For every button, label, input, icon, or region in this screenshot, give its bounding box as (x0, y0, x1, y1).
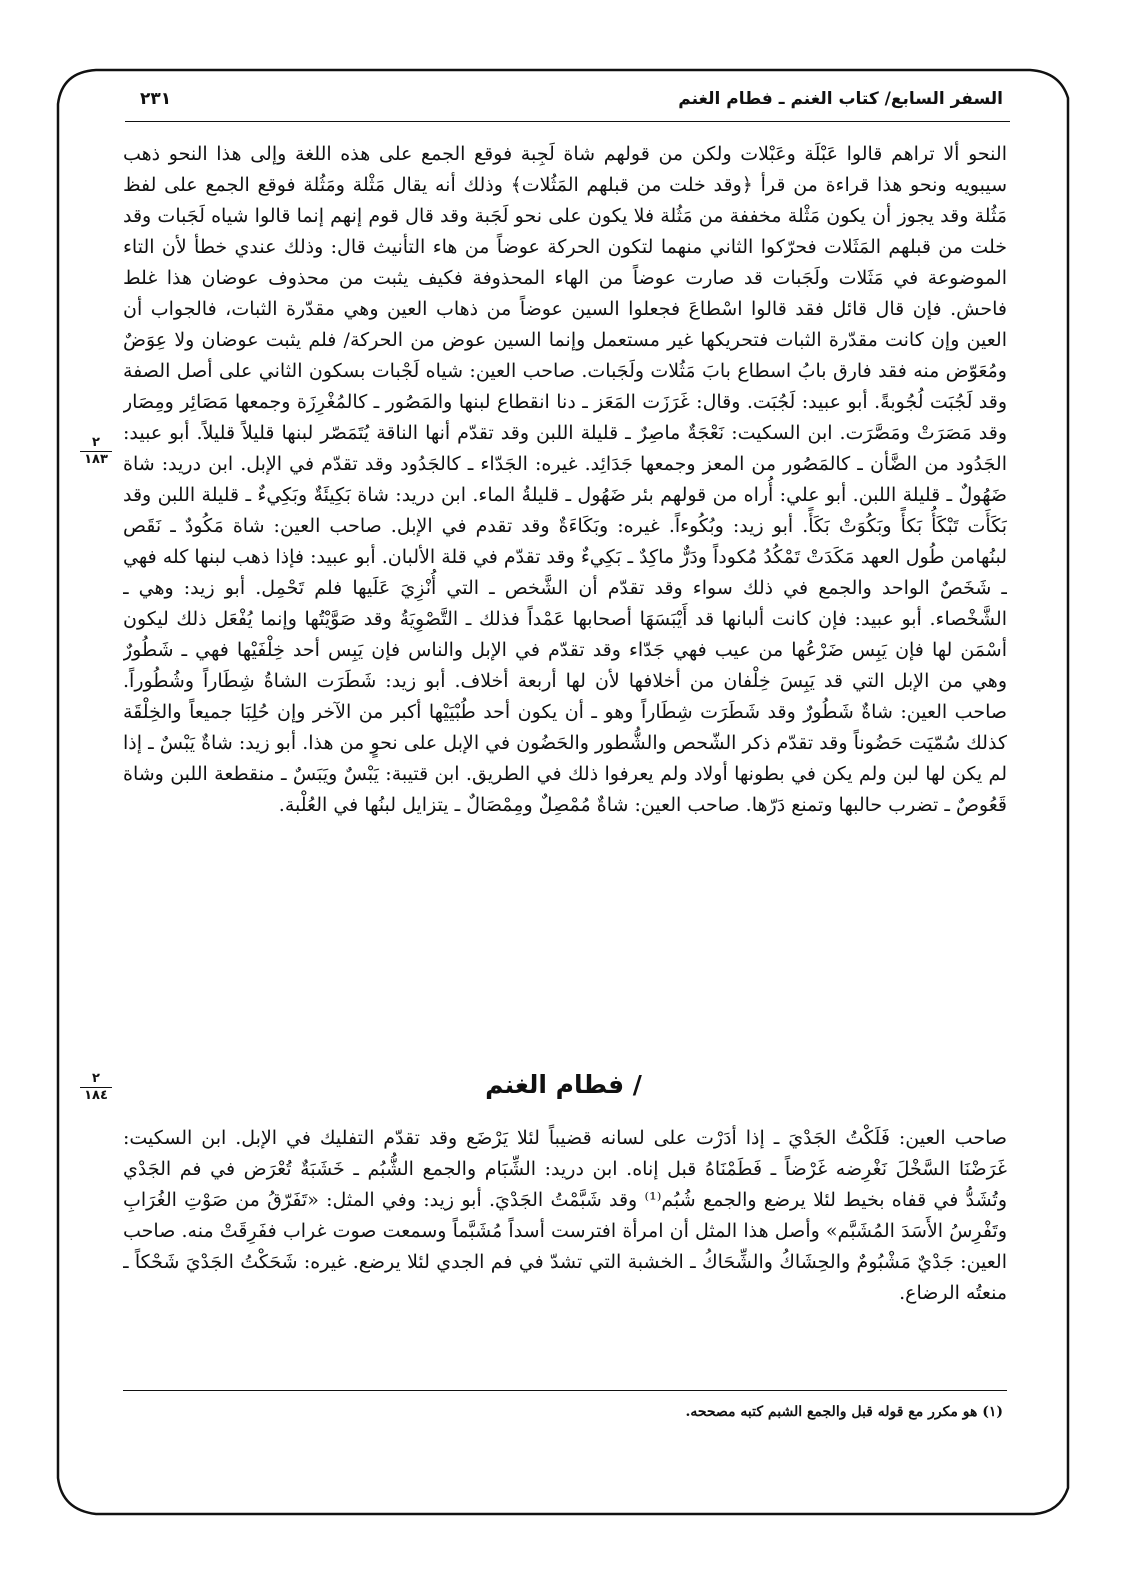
main-paragraph: النحو ألا تراهم قالوا عَبْلَة وعَبْلات ولكن من قولهم شاة لَجِبة فوقع الجمع على هذه اللغة وإلى هذا النحو ذهب سيبويه ونحو هذا قراءة من قرأ ﴿وقد خلت من قبلهم المَثُلات﴾ وذلك أنه يقال مَثْلة ومَثُلة فوقع الجمع على لفظ مَثُلة وقد يجوز أن يكون مَثْلة مخففة من مَثُلة فلا يكون على نحو لَجَبة وقد قال قوم إنهم إنما قالوا شياه لَجَبات وقد خلت من قبلهم المَثَلات فحرّكوا الثاني منهما لتكون الحركة عوضاً من هاء التأنيث قال: وذلك عندي خطأ لأن التاء الموضوعة في مَثَلات ولَجَبات قد صارت عوضاً من الهاء المحذوفة فكيف يثبت من محذوف عوضان هذا غلط فاحش. فإن قال قائل فقد قالوا اسْطاعَ فجعلوا السين عوضاً من ذهاب العين وهي مقدّرة الثبات، فالجواب أن العين وإن كانت مقدّرة الثبات فتحريكها غير مستعمل وإنما السين عوض من الحركة/ فلم يثبت عوضان ولا عِوَضٌ ومُعَوّض منه فقد فارق بابُ اسطاع بابَ مَثُلات ولَجَبات. صاحب العين: شياه لَجْبات بسكون الثاني على أصل الصفة وقد لَجُبَت لُجُوبةً. أبو عبيد: لَجُبَت. وقال: غَرَزَت المَعَز ـ دنا انقطاع لبنها والمَصُور ـ كالمُغْرِزَة وجمعها مَصَائِر ومِصَار وقد مَصَرَتْ ومَصَّرَت. ابن السكيت: نَعْجَةٌ ماصِرٌ ـ قليلة اللبن وقد تقدّم أنها الناقة يُتَمَصّر لبنها قليلاً قليلاً. أبو عبيد: الجَدُود من الضَّأن ـ كالمَصُور من المعز وجمعها جَدَائِد. غيره: الجَدّاء ـ كالجَدُود وقد تقدّم في الإبل. ابن دريد: شاة ضَهُولٌ ـ قليلة اللبن. أبو علي: أُراه من قولهم بئر ضَهُول ـ قليلةُ الماء. ابن دريد: شاة بَكِيئَةٌ وبَكِيءٌ ـ قليلة اللبن وقد بَكَأَت تَبْكَأُ بَكأً وبَكُوَتْ بَكَأً. أبو زيد: وبُكُوءاً. غيره: وبَكَاءَةٌ وقد تقدم في الإبل. صاحب العين: شاة مَكُودٌ ـ نَقَص لبنُهامن طُول العهد مَكَدَتْ تَمْكُدُ مُكوداً ودَرٌّ ماكِدٌ ـ بَكِيءٌ وقد تقدّم في قلة الألبان. أبو عبيد: فإذا ذهب لبنها كله فهي ـ شَخَصٌ الواحد والجمع في ذلك سواء وقد تقدّم أن الشَّخص ـ التي أُنْزِيَ عَلَيها فلم تَحْمِل. أبو زيد: وهي ـ الشَّخْصاء. أبو عبيد: فإن كانت ألبانها قد أَيْبَسَهَا أصحابها عَمْداً فذلك ـ التَّصْوِيَةُ وقد صَوَّيْتُها وإنما يُفْعَل ذلك ليكون أسْمَن لها فإن يَبِس ضَرْعُها من عيب فهي جَدّاء وقد تقدّم في الإبل والناس فإن يَبِس أحد خِلْفَيْها فهي ـ شَطُورٌ وهي من الإبل التي قد يَبِسَ خِلْفان من أخلافها لأن لها أربعة أخلاف. أبو زيد: شَطَرَت الشاةُ شِطَاراً وشُطُوراً. صاحب العين: شاةٌ شَطُورٌ وقد شَطَرَت شِطَاراً وهو ـ أن يكون أحد طُبْيَيْها أكبر من الآخر وإن حُلِبَا جميعاً والخِلْقَة كذلك سُمّيَت حَضُوناً وقد تقدّم ذكر الشّحص والشُّطور والحَضُون في الإبل على نحوٍ من هذا. أبو زيد: شاةٌ يَبْسٌ ـ إذا لم يكن لها لبن ولم يكن في بطونها أولاد ولم يعرفوا ذلك في الطريق. ابن قتيبة: يَبْسٌ ويَبَسٌ ـ منقطعة اللبن وشاة قَعُوصٌ ـ تضرب حالبها وتمنع دَرّها. صاحب العين: شاةٌ مُمْصِلٌ ومِمْصَالٌ ـ يتزايل لبنُها في العُلْبة. (123, 143, 1007, 816)
page-number: ٢٣١ (140, 89, 172, 109)
section-paragraph: صاحب العين: فَلَكْتُ الجَدْيَ ـ إذا أدَرْت على لسانه قضيباً لئلا يَرْضَع وقد تقدّم التفليك في الإبل. ابن السكيت: غَرَضْنَا السَّخْلَ نَغْرِضه غَرْضاً ـ فَطَمْنَاهُ قبل إناه. ابن دريد: الشِّبَام والجمع الشُّبُم ـ خَشَبَةٌ تُعْرَض في فم الجَدْي وتُشَدُّ في قفاه بخيط لئلا يرضع والجمع شُبُم⁽¹⁾ وقد شَبَّمْتُ الجَدْيَ. أبو زيد: وفي المثل: «تَفَرّقُ من صَوْتِ الغُرَابِ وتَفْرِسُ الأَسَدَ المُشَبَّم» وأصل هذا المثل أن امرأة افترست أسداً مُشَبَّماً وسمعت صوت غراب ففَرِقَتْ منه. صاحب العين: جَدْيٌ مَشْبُومٌ والحِشَاكُ والشِّحَاكُ ـ الخشبة التي تشدّ في فم الجدي لئلا يرضع. غيره: شَحَكْتُ الجَدْيَ شَحْكاً ـ منعتُه الرضاع. (123, 1127, 1007, 1304)
margin-reference (78, 436, 114, 467)
footnote-rule (123, 1390, 1007, 1391)
header-rule (125, 121, 1010, 122)
margin-ref-page: ١٨٤ (84, 1088, 108, 1103)
footnote: (١) هو مكرر مع قوله قبل والجمع الشبم كتبه مصححه. (685, 1404, 1003, 1420)
margin-reference (78, 1072, 114, 1103)
margin-ref-page: ١٨٣ (84, 452, 108, 467)
margin-ref-volume: ٢ (92, 1071, 100, 1086)
section-heading: / فطام الغنم (485, 1070, 642, 1099)
margin-ref-volume: ٢ (92, 435, 100, 450)
running-header-title: السفر السابع/ كتاب الغنم ـ فطام الغنم (678, 89, 1003, 109)
